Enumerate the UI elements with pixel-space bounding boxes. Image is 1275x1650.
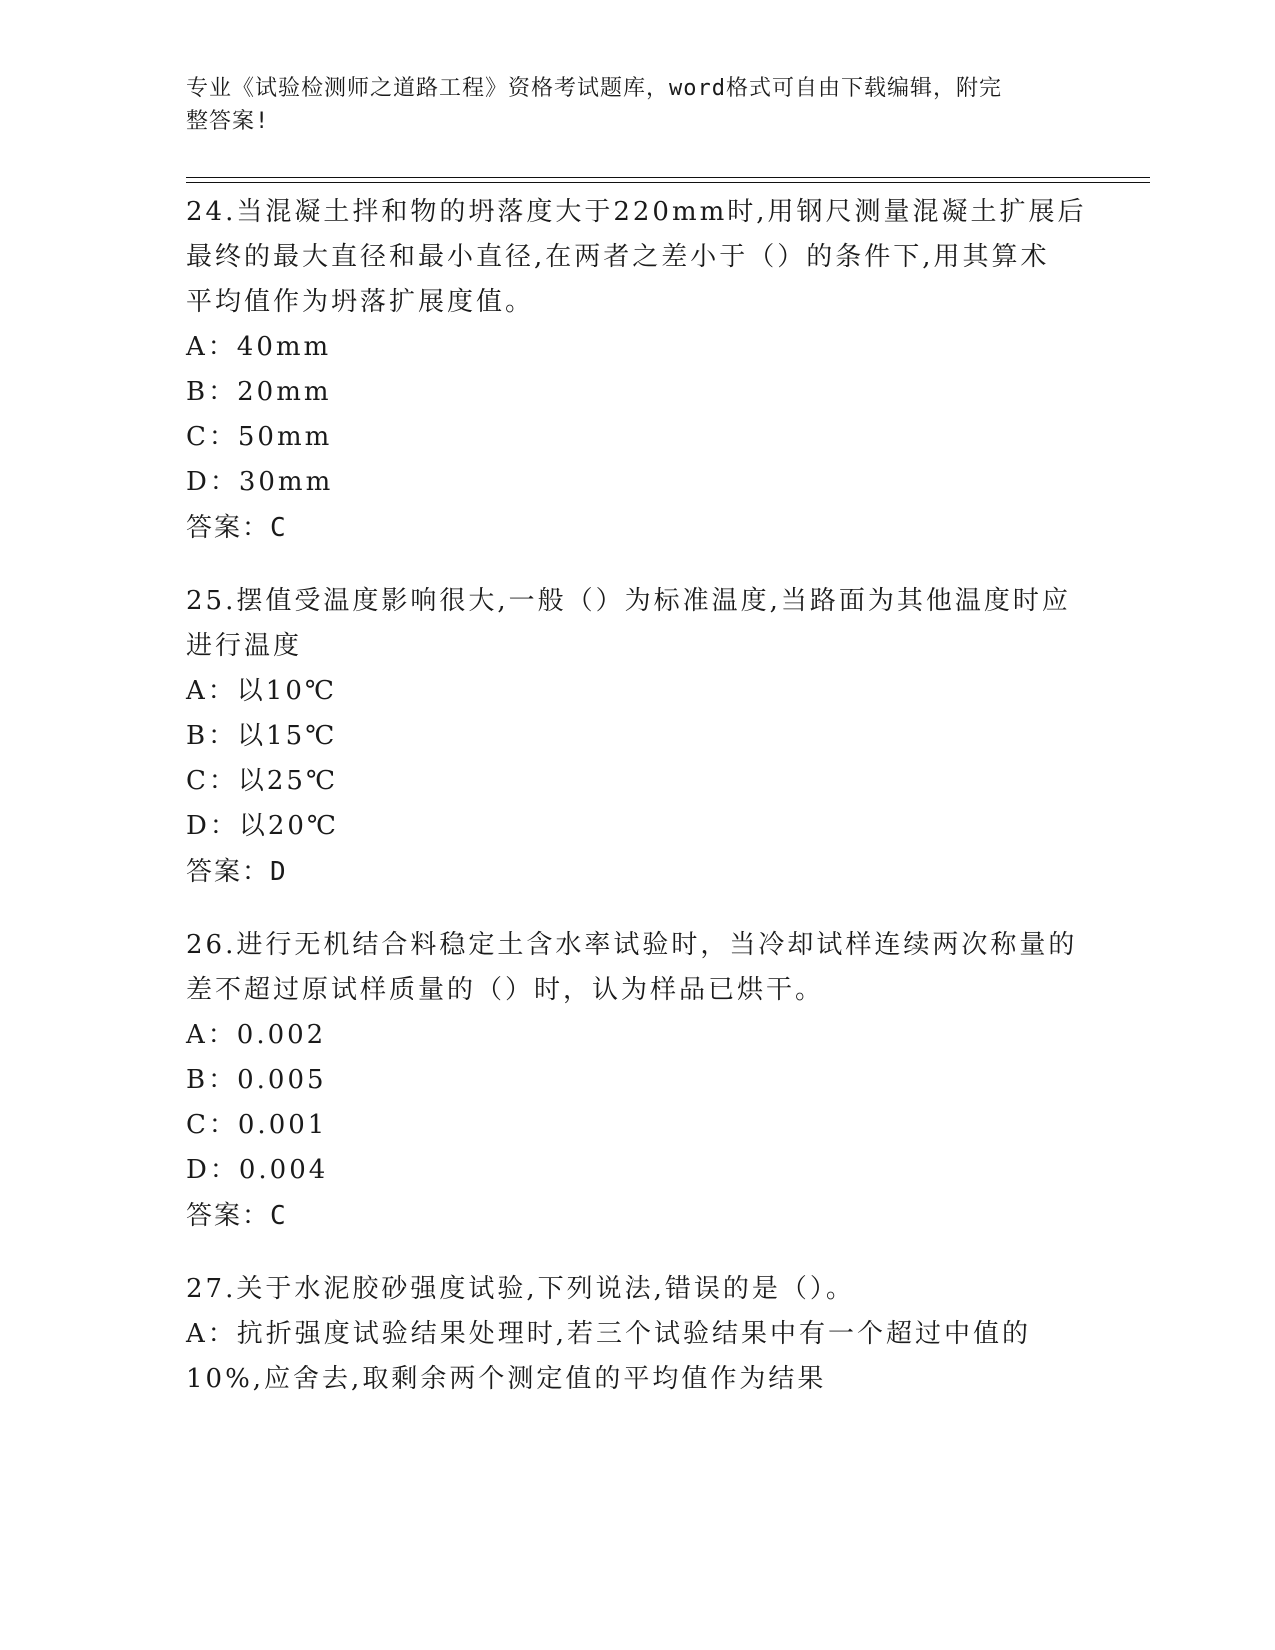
option-d: D：以20℃: [186, 811, 340, 841]
option-c: C：50mm: [186, 422, 333, 452]
answer-line: [186, 1193, 1116, 1239]
question-stem-line: 进行温度: [186, 631, 303, 661]
question-stem-line: 27.关于水泥胶砂强度试验,下列说法,错误的是（）。: [186, 1274, 855, 1304]
question-27: [186, 1267, 1116, 1402]
answer-line: [186, 849, 1116, 895]
question-25: [186, 579, 1116, 895]
answer-value: C: [270, 513, 288, 543]
option-a: A：以10℃: [186, 676, 337, 706]
header-line-1: 专业《试验检测师之道路工程》资格考试题库，word格式可自由下载编辑，附完: [186, 76, 1002, 101]
option-d: D：0.004: [186, 1155, 329, 1185]
question-stem-line: 差不超过原试样质量的（）时，认为样品已烘干。: [186, 975, 825, 1005]
answer-line: [186, 505, 1116, 551]
option-a: A：抗折强度试验结果处理时,若三个试验结果中有一个超过中值的: [186, 1319, 1032, 1349]
option-b: B：0.005: [186, 1065, 327, 1095]
question-26: [186, 923, 1116, 1239]
question-stem-line: 平均值作为坍落扩展度值。: [186, 287, 535, 317]
question-stem-line: 26.进行无机结合料稳定土含水率试验时，当冷却试样连续两次称量的: [186, 930, 1078, 960]
document-header: [186, 72, 1066, 138]
question-24: [186, 190, 1116, 551]
option-b: B：20mm: [186, 377, 332, 407]
answer-value: D: [270, 857, 288, 887]
answer-label: 答案：: [186, 1201, 271, 1231]
option-a: A：40mm: [186, 332, 332, 362]
option-a-continued: 10%,应舍去,取剩余两个测定值的平均值作为结果: [186, 1364, 827, 1394]
answer-label: 答案：: [186, 857, 271, 887]
option-b: B：以15℃: [186, 721, 338, 751]
question-stem-line: 25.摆值受温度影响很大,一般（）为标准温度,当路面为其他温度时应: [186, 586, 1071, 616]
option-c: C：以25℃: [186, 766, 339, 796]
header-line-2: 整答案!: [186, 109, 270, 134]
header-divider-top: [186, 177, 1150, 178]
question-stem-line: 最终的最大直径和最小直径,在两者之差小于（）的条件下,用其算术: [186, 242, 1050, 272]
answer-value: C: [270, 1201, 288, 1231]
question-stem-line: 24.当混凝土拌和物的坍落度大于220mm时,用钢尺测量混凝土扩展后: [186, 197, 1087, 227]
question-list: [186, 190, 1116, 1430]
answer-label: 答案：: [186, 513, 271, 543]
option-a: A：0.002: [186, 1020, 327, 1050]
option-d: D：30mm: [186, 467, 334, 497]
option-c: C：0.001: [186, 1110, 328, 1140]
header-divider-bottom: [186, 182, 1150, 183]
